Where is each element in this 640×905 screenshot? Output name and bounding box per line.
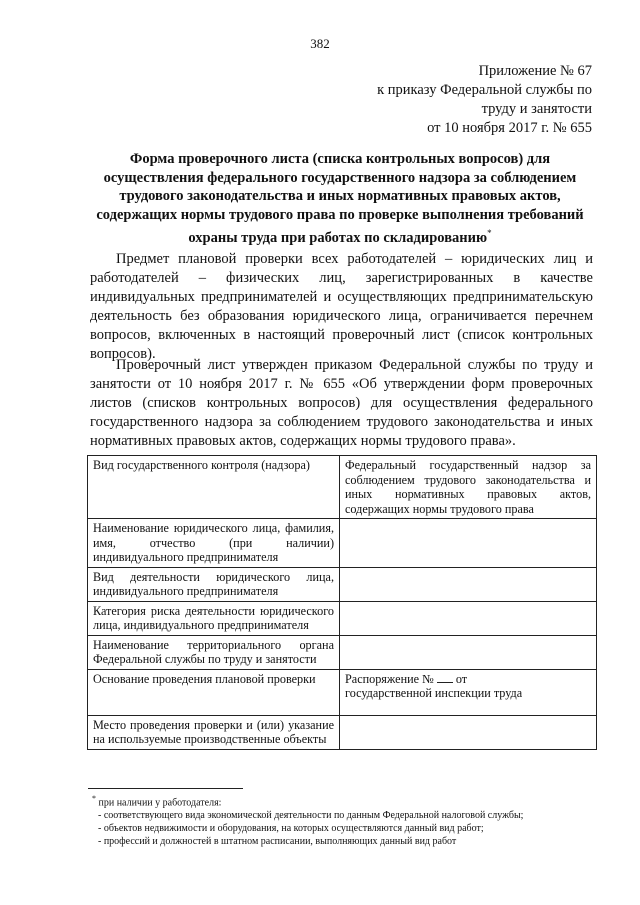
document-title (88, 150, 592, 247)
table-value-cell: Федеральный государственный надзор за соблюдением трудового законодательства и иных нормативных правовых актов, содержащих нормы трудового права (340, 456, 597, 519)
order-label: Распоряжение № (345, 671, 437, 686)
title-footnote-mark: * (487, 228, 492, 238)
page-number: 382 (310, 36, 330, 51)
footnote-intro-text: при наличии у работодателя: (98, 797, 222, 809)
table-label-cell: Вид государственного контроля (надзора) (88, 456, 340, 519)
table-row (88, 519, 597, 568)
paragraph-approval: Проверочный лист утвержден приказом Федеральной службы по труду и занятости от 10 ноября 2017 г. № 655 «Об утверждении форм проверочных листов (списков контрольных вопросов) для осуществления федерального государственного надзора за соблюдением трудового законодательства и иных нормативных правовых актов, содержащих нормы трудового права». (90, 357, 593, 449)
table-row (88, 669, 597, 715)
title-text: Форма проверочного листа (списка контрольных вопросов) для осуществления федерального государственного надзора за соблюдением трудового законодательства и иных нормативных правовых актов, содержащих нормы трудового права по проверке выполнения требований охраны труда при работах по складированию (96, 151, 584, 246)
order-issuer: государственной инспекции труда (345, 686, 523, 700)
appendix-line-2: к приказу Федеральной службы по (377, 82, 592, 98)
appendix-line-1: Приложение № 67 (478, 63, 592, 79)
footnote-separator (88, 788, 243, 789)
order-number-blank (437, 682, 453, 683)
inspection-info-table (87, 455, 597, 750)
table-value-cell (340, 635, 597, 669)
table-value-cell (340, 601, 597, 635)
table-row (88, 567, 597, 601)
table-row (88, 715, 597, 749)
appendix-line-3: труду и занятости (481, 101, 592, 117)
table-row (88, 601, 597, 635)
table-value-cell (340, 669, 597, 715)
footnote-mark: * (92, 794, 96, 803)
table-label-cell: Наименование территориального органа Федеральной службы по труду и занятости (88, 635, 340, 669)
table-label-cell: Вид деятельности юридического лица, индивидуального предпринимателя (88, 567, 340, 601)
order-date-label: от (452, 671, 468, 686)
table-value-cell (340, 567, 597, 601)
table-label-cell: Категория риска деятельности юридического лица, индивидуального предпринимателя (88, 601, 340, 635)
footnote-item: - объектов недвижимости и оборудования, на которых осуществляются данный вид работ; (98, 823, 484, 835)
table-label-cell: Наименование юридического лица, фамилия, имя, отчество (при наличии) индивидуального предпринимателя (88, 519, 340, 568)
appendix-line-4: от 10 ноября 2017 г. № 655 (427, 120, 592, 136)
order-line (345, 672, 591, 687)
footnote-item: - профессий и должностей в штатном расписании, выполняющих данный вид работ (98, 836, 457, 848)
table-value-cell (340, 715, 597, 749)
table-value-cell (340, 519, 597, 568)
footnote (92, 792, 592, 848)
paragraph-subject: Предмет плановой проверки всех работодателей – юридических лиц и работодателей – физических лиц, зарегистрированных в качестве индивидуальных предпринимателей и осуществляющих предпринимательскую деятельность без образования юридического лица, ограничивается перечнем вопросов, включенных в настоящий проверочный лист (список контрольных вопросов). (90, 251, 593, 362)
appendix-header (342, 62, 592, 138)
footnote-item: - соответствующего вида экономической деятельности по данным Федеральной налоговой службы; (98, 810, 524, 822)
footnote-intro (92, 792, 592, 809)
table-row (88, 456, 597, 519)
table-row (88, 635, 597, 669)
table-label-cell: Основание проведения плановой проверки (88, 669, 340, 715)
table-label-cell: Место проведения проверки и (или) указание на используемые производственные объекты (88, 715, 340, 749)
